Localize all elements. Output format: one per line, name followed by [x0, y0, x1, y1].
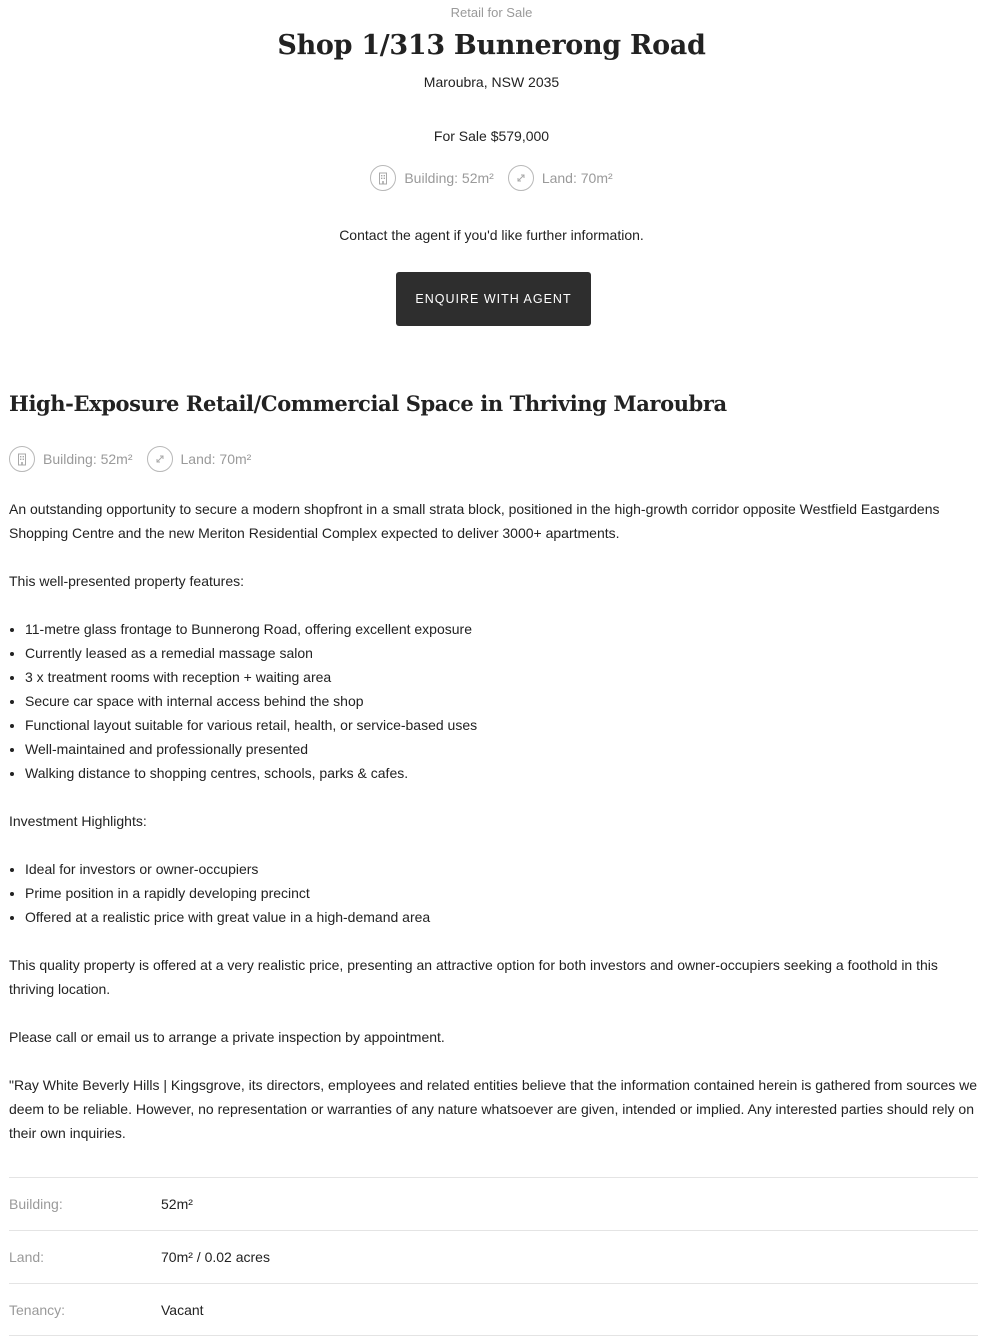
page-title: Shop 1/313 Bunnerong Road: [277, 30, 706, 61]
disclaimer: "Ray White Beverly Hills | Kingsgrove, its directors, employees and related entities believe that the information contained herein is gathered from sources we deem to be reliable. However, no representation or warranties of any nature whatsoever are given, intended or implied. Any interested parties should rely on their own inquiries.: [9, 1077, 978, 1141]
features-list: [9, 617, 979, 785]
highlights-intro: Investment Highlights:: [9, 813, 147, 829]
list-item: • Currently leased as a remedial massage salon: [25, 641, 979, 665]
description-features: [9, 446, 251, 472]
features-intro: This well-presented property features:: [9, 573, 244, 589]
land-size-label: Land: 70m²: [541, 170, 613, 186]
list-item: • Ideal for investors or owner-occupiers: [25, 857, 979, 881]
listing-category: Retail for Sale: [450, 5, 533, 20]
land-size-feature: [147, 446, 252, 472]
spec-label: Tenancy:: [9, 1301, 66, 1318]
listing-price: For Sale $579,000: [433, 128, 550, 144]
list-item: • Functional layout suitable for various retail, health, or service-based uses: [25, 713, 979, 737]
building-size-feature: [370, 165, 494, 191]
table-row: [9, 1283, 978, 1336]
expand-icon: [508, 165, 534, 191]
building-icon: [370, 165, 396, 191]
list-item: • Well-maintained and professionally presented: [25, 737, 979, 761]
building-icon: [9, 446, 35, 472]
listing-address: Maroubra, NSW 2035: [423, 74, 560, 90]
spec-label: Building:: [9, 1196, 63, 1212]
list-item: • 3 x treatment rooms with reception + waiting area: [25, 665, 979, 689]
building-size-label: Building: 52m²: [43, 451, 133, 467]
table-row: [9, 1177, 978, 1230]
hero-features: [0, 165, 983, 191]
spec-value: 70m² / 0.02 acres: [161, 1249, 270, 1265]
spec-value: Vacant: [161, 1301, 204, 1318]
list-item: • Offered at a realistic price with great value in a high-demand area: [25, 905, 979, 929]
description-intro: An outstanding opportunity to secure a modern shopfront in a small strata block, positioned in the high-growth corridor opposite Westfield Eastgardens Shopping Centre and the new Meriton Residential Complex expected to deliver 3000+ apartments.: [9, 501, 940, 541]
land-size-label: Land: 70m²: [180, 451, 252, 467]
building-size-feature: [9, 446, 133, 472]
spec-label: Land:: [9, 1249, 45, 1265]
contact-text: Contact the agent if you'd like further information.: [339, 227, 644, 243]
list-item: • Secure car space with internal access behind the shop: [25, 689, 979, 713]
call-to-action: Please call or email us to arrange a private inspection by appointment.: [9, 1029, 445, 1045]
spec-value: 52m²: [161, 1196, 193, 1212]
highlights-list: [9, 857, 979, 929]
description-summary: This quality property is offered at a very realistic price, presenting an attractive option for both investors and owner-occupiers seeking a foothold in this thriving location.: [9, 957, 938, 997]
list-item: • Walking distance to shopping centres, schools, parks & cafes.: [25, 761, 979, 785]
description-body: [9, 497, 979, 1169]
description-heading: High-Exposure Retail/Commercial Space in Thriving Maroubra: [9, 391, 727, 416]
enquire-with-agent-button[interactable]: ENQUIRE WITH AGENT: [396, 272, 591, 326]
table-row: [9, 1230, 978, 1283]
building-size-label: Building: 52m²: [404, 170, 494, 186]
property-specs-table: [9, 1177, 978, 1336]
list-item: • Prime position in a rapidly developing precinct: [25, 881, 979, 905]
expand-icon: [147, 446, 173, 472]
list-item: • 11-metre glass frontage to Bunnerong Road, offering excellent exposure: [25, 617, 979, 641]
land-size-feature: [508, 165, 613, 191]
